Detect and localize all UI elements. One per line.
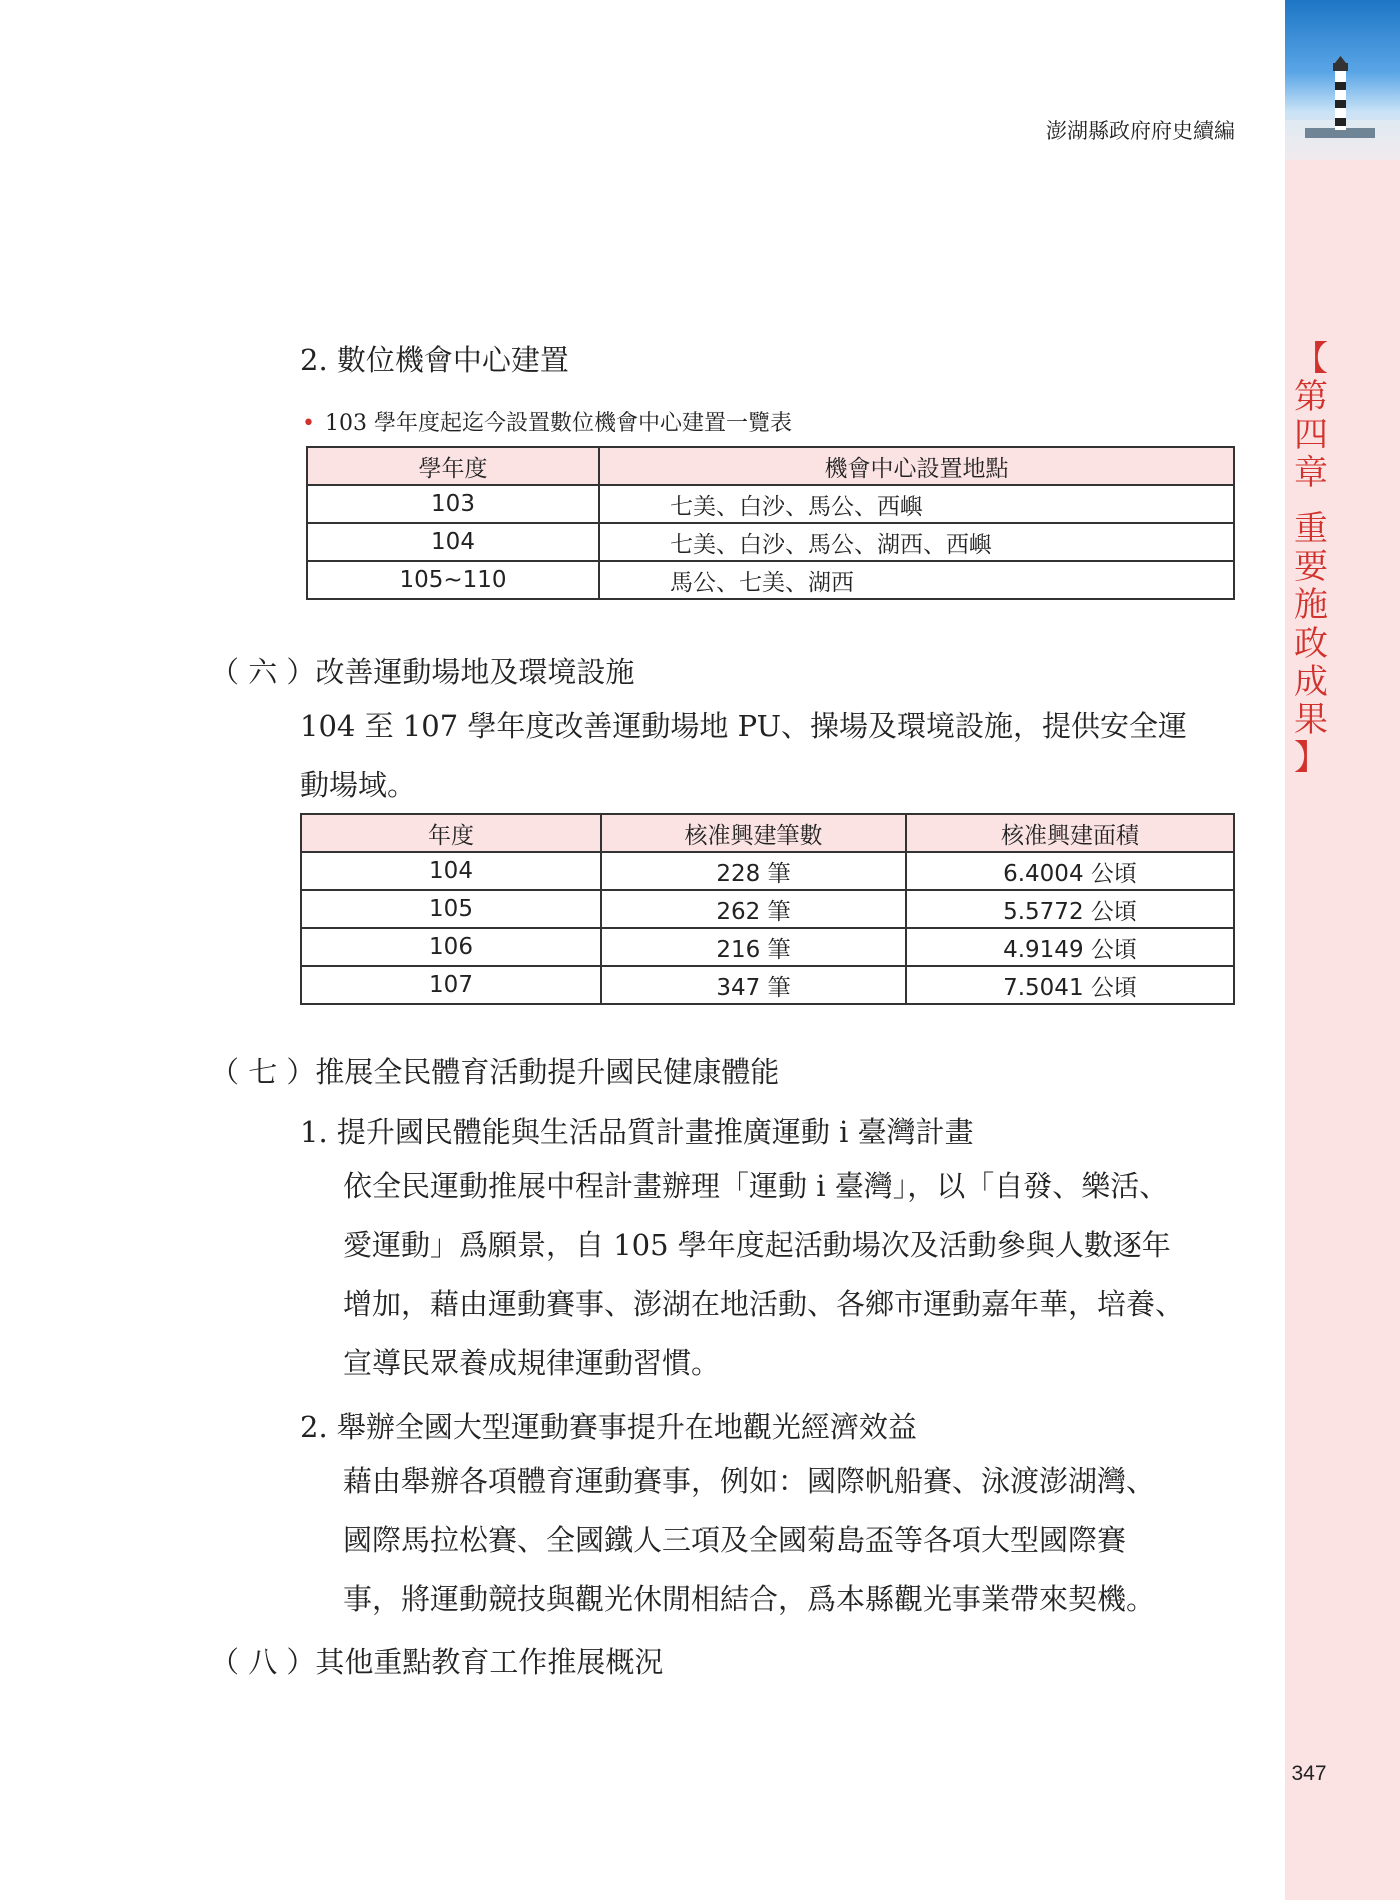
bullet-icon: • — [302, 411, 315, 436]
paragraph-line: 依全民運動推展中程計畫辦理「運動 i 臺灣」，以「自發、樂活、 — [343, 1169, 1169, 1203]
table-cell: 216 筆 — [601, 928, 906, 966]
chapter-sidebar — [1285, 0, 1400, 1900]
chapter-title — [1290, 340, 1332, 777]
table-cell: 5.5772 公頃 — [906, 890, 1234, 928]
chapter-char: 果 — [1294, 699, 1328, 740]
paragraph-line: 宣導民眾養成規律運動習慣。 — [343, 1346, 721, 1380]
table-cell: 馬公、七美、湖西 — [599, 561, 1234, 599]
section-heading-6: （ 六 ）改善運動場地及環境設施 — [210, 655, 635, 689]
table-cell: 262 筆 — [601, 890, 906, 928]
subsection-heading: 1. 提升國民體能與生活品質計畫推廣運動 i 臺灣計畫 — [300, 1115, 974, 1149]
table-header-row — [301, 814, 1234, 852]
sports-field-table — [300, 813, 1235, 1005]
chapter-char: 要 — [1294, 547, 1328, 588]
table-header-cell: 機會中心設置地點 — [599, 447, 1234, 485]
table-row — [307, 523, 1234, 561]
chapter-char: 】 — [1294, 737, 1328, 778]
table-header-row — [307, 447, 1234, 485]
chapter-char: 成 — [1294, 661, 1328, 702]
table-row — [301, 890, 1234, 928]
chapter-char: 政 — [1294, 623, 1328, 664]
table-row — [301, 852, 1234, 890]
table-cell: 103 — [307, 485, 599, 523]
table-row — [301, 928, 1234, 966]
paragraph-line: 愛運動」爲願景，自 105 學年度起活動場次及活動參與人數逐年 — [343, 1228, 1171, 1262]
chapter-char: 四 — [1294, 415, 1328, 456]
table-row — [301, 966, 1234, 1004]
chapter-char: 章 — [1294, 453, 1328, 494]
table-cell: 104 — [301, 852, 601, 890]
paragraph-line: 國際馬拉松賽、全國鐵人三項及全國菊島盃等各項大型國際賽 — [343, 1523, 1127, 1557]
digital-center-table — [306, 446, 1235, 600]
table-row — [307, 561, 1234, 599]
paragraph-line: 事，將運動競技與觀光休閒相結合，爲本縣觀光事業帶來契機。 — [343, 1582, 1156, 1616]
table-row — [307, 485, 1234, 523]
table-header-cell: 年度 — [301, 814, 601, 852]
running-header: 澎湖縣政府府史續編 — [1046, 119, 1235, 143]
section-heading-digital-center: 2. 數位機會中心建置 — [300, 343, 569, 377]
table-header-cell: 核准興建面積 — [906, 814, 1234, 852]
paragraph-line: 104 至 107 學年度改善運動場地 PU、操場及環境設施，提供安全運 — [300, 709, 1188, 743]
table-cell: 七美、白沙、馬公、湖西、西嶼 — [599, 523, 1234, 561]
table-caption — [302, 406, 792, 437]
table-cell: 347 筆 — [601, 966, 906, 1004]
section-heading-8: （ 八 ）其他重點教育工作推展概況 — [210, 1645, 664, 1679]
table-cell: 4.9149 公頃 — [906, 928, 1234, 966]
table-cell: 105~110 — [307, 561, 599, 599]
lighthouse-photo — [1285, 0, 1400, 160]
table-cell: 七美、白沙、馬公、西嶼 — [599, 485, 1234, 523]
table-cell: 228 筆 — [601, 852, 906, 890]
chapter-char: 重 — [1294, 509, 1328, 550]
section-heading-7: （ 七 ）推展全民體育活動提升國民健康體能 — [210, 1055, 780, 1089]
chapter-char: 第 — [1294, 377, 1328, 418]
paragraph-line: 增加，藉由運動賽事、澎湖在地活動、各鄉市運動嘉年華，培養、 — [343, 1287, 1185, 1321]
subsection-heading: 2. 舉辦全國大型運動賽事提升在地觀光經濟效益 — [300, 1410, 917, 1444]
paragraph-line: 動場域。 — [300, 768, 417, 802]
paragraph-line: 藉由舉辦各項體育運動賽事，例如：國際帆船賽、泳渡澎湖灣、 — [343, 1464, 1156, 1498]
table-cell: 107 — [301, 966, 601, 1004]
chapter-spacer — [1290, 492, 1332, 510]
chapter-char: 【 — [1294, 339, 1328, 379]
table-cell: 104 — [307, 523, 599, 561]
table-caption-text: 103 學年度起迄今設置數位機會中心建置一覽表 — [324, 411, 792, 436]
chapter-char: 施 — [1294, 585, 1328, 626]
table-header-cell: 核准興建筆數 — [601, 814, 906, 852]
table-header-cell: 學年度 — [307, 447, 599, 485]
table-cell: 7.5041 公頃 — [906, 966, 1234, 1004]
page-number: 347 — [1291, 1762, 1327, 1785]
table-cell: 6.4004 公頃 — [906, 852, 1234, 890]
table-cell: 105 — [301, 890, 601, 928]
lighthouse-icon — [1285, 0, 1400, 160]
table-cell: 106 — [301, 928, 601, 966]
